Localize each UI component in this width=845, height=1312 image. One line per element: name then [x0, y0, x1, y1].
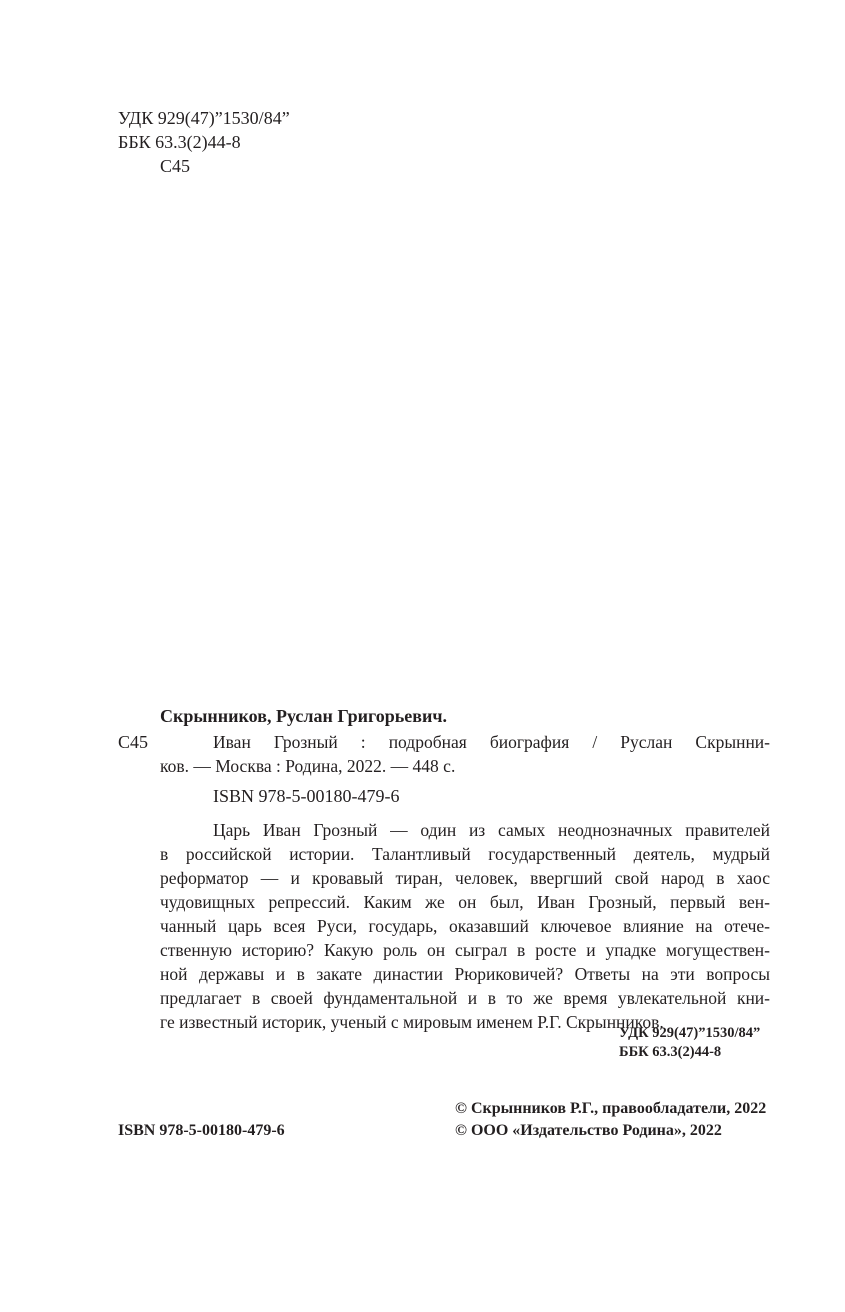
udk-code: УДК 929(47)”1530/84” [118, 108, 290, 128]
author-mark: С45 [160, 156, 191, 176]
card-isbn: ISBN 978-5-00180-479-6 [213, 786, 400, 806]
annotation-line: чудовищных репрессий. Каким же он был, Иван Грозный, первый вен- [160, 892, 770, 912]
bbk-code: ББК 63.3(2)44-8 [118, 132, 241, 152]
footer-isbn: ISBN 978-5-00180-479-6 [118, 1122, 285, 1139]
title-line: ков. — Москва : Родина, 2022. — 448 с. [160, 756, 456, 776]
annotation-line: Царь Иван Грозный — один из самых неоднозначных правителей [213, 820, 770, 840]
annotation-line: ге известный историк, ученый с мировым именем Р.Г. Скрынников. [160, 1012, 664, 1032]
title-line: Иван Грозный : подробная биография / Руслан Скрынни- [213, 732, 770, 752]
author-heading: Скрынников, Руслан Григорьевич. [160, 706, 448, 726]
annotation-line: реформатор — и кровавый тиран, человек, ввергший свой народ в хаос [160, 868, 770, 888]
card-author-mark: С45 [118, 732, 149, 752]
card-bbk: ББК 63.3(2)44-8 [619, 1044, 722, 1060]
copyright-author: © Скрынников Р.Г., правообладатели, 2022 [455, 1100, 767, 1117]
copyright-publisher: © ООО «Издательство Родина», 2022 [455, 1122, 722, 1139]
annotation-line: ной державы и в закате династии Рюриковичей? Ответы на эти вопросы [160, 964, 770, 984]
annotation-line: предлагает в своей фундаментальной и в то же время увлекательной кни- [160, 988, 770, 1008]
annotation-line: ственную историю? Какую роль он сыграл в росте и упадке могуществен- [160, 940, 770, 960]
card-udk: УДК 929(47)”1530/84” [619, 1025, 761, 1041]
annotation-line: в российской истории. Талантливый государственный деятель, мудрый [160, 844, 770, 864]
annotation-line: чанный царь всея Руси, государь, оказавший ключевое влияние на отече- [160, 916, 770, 936]
